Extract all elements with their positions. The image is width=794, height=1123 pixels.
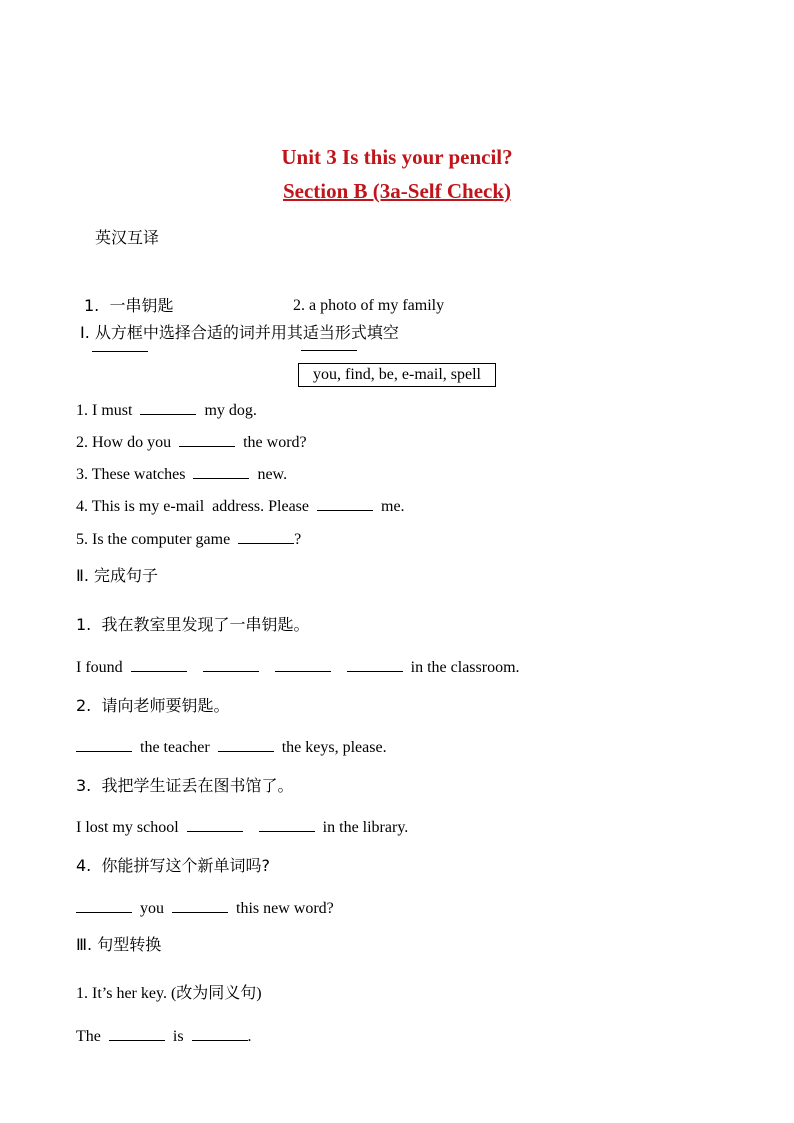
translate-question-1 <box>76 276 173 358</box>
answer-blank[interactable] <box>187 817 243 832</box>
translate-heading: 英汉互译 <box>95 228 160 247</box>
part3-question-1: 1. It’s her key. (改为同义句) <box>76 985 262 1002</box>
answer-blank[interactable] <box>259 817 315 832</box>
answer-blank[interactable] <box>203 657 259 672</box>
answer-blank[interactable] <box>140 400 196 415</box>
item-text: 3. These watches <box>76 466 186 483</box>
item-text: in the classroom. <box>410 659 520 676</box>
item-text: the keys, please. <box>281 739 387 756</box>
item-text: my dog. <box>204 402 257 419</box>
item-text: I found <box>76 659 123 676</box>
item-text: me. <box>381 498 405 515</box>
translate-question-2 <box>285 276 444 357</box>
answer-blank[interactable] <box>218 737 274 752</box>
part3-answer-1 <box>76 1026 252 1047</box>
part1-item-5 <box>76 529 301 550</box>
part1-item-2 <box>76 432 307 453</box>
item-text: ? <box>294 531 302 548</box>
part2-item-2-en <box>76 737 387 758</box>
part2-item-1-en <box>76 657 520 678</box>
word-box: you, find, be, e-mail, spell <box>298 363 496 387</box>
answer-blank[interactable] <box>131 657 187 672</box>
item-text: 1. I must <box>76 402 133 419</box>
item-text: new. <box>257 466 288 483</box>
answer-blank[interactable] <box>317 496 373 511</box>
page-title: Unit 3 Is this your pencil? <box>281 145 513 169</box>
item-text: 5. Is the computer game <box>76 531 231 548</box>
item-text: this new word? <box>236 900 334 917</box>
answer-blank[interactable] <box>109 1026 165 1041</box>
answer-blank[interactable] <box>179 432 235 447</box>
item-text: in the library. <box>322 819 409 836</box>
item-text: you <box>140 900 164 917</box>
part1-item-4 <box>76 496 405 517</box>
answer-blank[interactable] <box>238 529 294 544</box>
answer-blank[interactable] <box>192 1026 248 1041</box>
item-text: The <box>76 1028 101 1045</box>
part2-item-4-en <box>76 898 334 919</box>
question-text: 1. 一串钥匙 <box>84 296 174 315</box>
part1-item-3 <box>76 464 287 485</box>
part2-item-3-cn: 3. 我把学生证丢在图书馆了。 <box>76 776 294 795</box>
answer-blank[interactable] <box>347 657 403 672</box>
answer-blank[interactable] <box>275 657 331 672</box>
item-text: 2. How do you <box>76 434 172 451</box>
item-text: . <box>247 1028 252 1045</box>
part2-item-4-cn: 4. 你能拼写这个新单词吗? <box>76 856 270 875</box>
item-text: the teacher <box>140 739 210 756</box>
item-text: 4. This is my e-mail address. Please <box>76 498 309 515</box>
part3-heading: Ⅲ. 句型转换 <box>76 935 162 954</box>
part2-item-3-en <box>76 817 408 838</box>
item-text: is <box>172 1028 184 1045</box>
answer-blank[interactable] <box>76 898 132 913</box>
part2-item-1-cn: 1. 我在教室里发现了一串钥匙。 <box>76 615 310 634</box>
answer-blank[interactable] <box>193 464 249 479</box>
item-text: I lost my school <box>76 819 179 836</box>
answer-blank[interactable] <box>172 898 228 913</box>
question-text: 2. a photo of my family <box>293 297 445 314</box>
part1-item-1 <box>76 400 257 421</box>
item-text: the word? <box>243 434 307 451</box>
answer-blank[interactable] <box>76 737 132 752</box>
part2-heading: Ⅱ. 完成句子 <box>76 566 159 585</box>
part2-item-2-cn: 2. 请向老师要钥匙。 <box>76 696 230 715</box>
section-subtitle: Section B (3a-Self Check) <box>282 179 512 203</box>
part1-heading: Ⅰ. 从方框中选择合适的词并用其适当形式填空 <box>80 323 399 342</box>
